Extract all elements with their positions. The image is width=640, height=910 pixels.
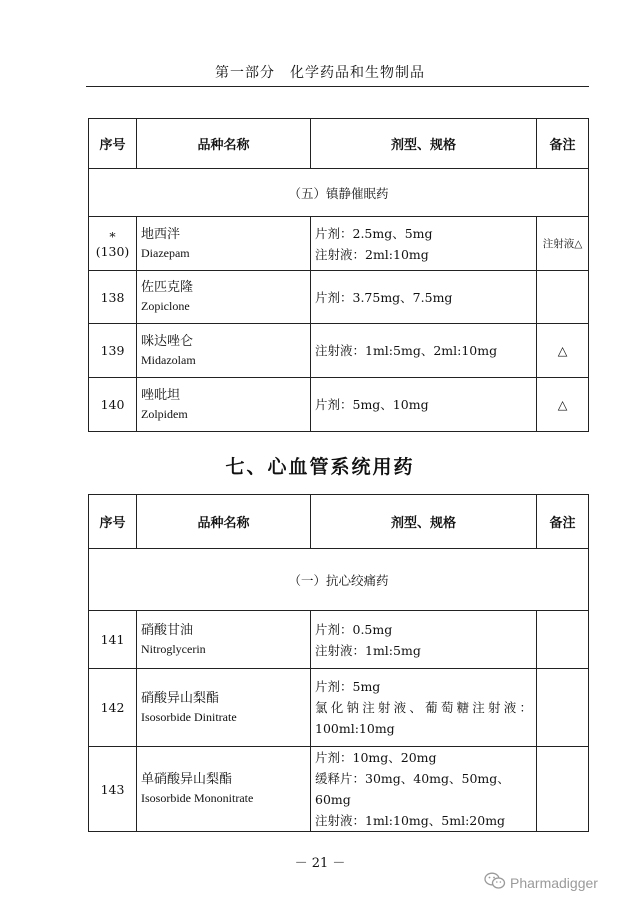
- section-row: [89, 549, 589, 611]
- spec-line: 注射液：1ml:5mg: [315, 642, 421, 658]
- row-number: *(130): [89, 217, 137, 271]
- drug-spec: [311, 217, 537, 271]
- table-header-row: [89, 119, 589, 169]
- drug-name-en: Nitroglycerin: [141, 641, 206, 656]
- spec-line: 片剂：10mg、20mg: [315, 750, 437, 765]
- spec-line: 注射液：2ml:10mg: [315, 246, 429, 262]
- drug-name-cn: 咪达唑仑: [141, 333, 194, 349]
- spec-line: 注射液：1ml:10mg、5ml:20mg: [315, 813, 506, 828]
- col-header-number: 序号: [89, 119, 137, 169]
- spec-line: 片剂：5mg、10mg: [315, 397, 429, 412]
- drug-name: [137, 217, 311, 271]
- table-row: [89, 324, 589, 378]
- drug-name-en: Diazepam: [141, 245, 190, 260]
- drug-name: [137, 271, 311, 324]
- section-title: （五）镇静催眠药: [89, 169, 589, 217]
- table-row: [89, 378, 589, 432]
- drug-name-en: Midazolam: [141, 352, 196, 367]
- drug-name-en: Isosorbide Dinitrate: [141, 709, 237, 724]
- drug-note: △: [537, 378, 589, 432]
- table-header-row: [89, 495, 589, 549]
- drug-name: [137, 747, 311, 832]
- spec-line: 片剂：2.5mg、5mg: [315, 225, 433, 241]
- drug-name-cn: 地西泮: [141, 226, 181, 242]
- spec-line: 片剂：5mg: [315, 679, 381, 694]
- spec-line: 氯化钠注射液、葡萄糖注射液：: [315, 700, 532, 715]
- drug-note: [537, 747, 589, 832]
- drug-name-cn: 佐匹克隆: [141, 280, 194, 295]
- spec-line: 注射液：1ml:5mg、2ml:10mg: [315, 343, 498, 358]
- watermark: [484, 872, 598, 893]
- drug-name-cn: 唑吡坦: [141, 387, 181, 403]
- row-number: 143: [89, 747, 137, 832]
- section-title: （一）抗心绞痛药: [89, 549, 589, 611]
- col-header-number: 序号: [89, 495, 137, 549]
- table-row: [89, 611, 589, 669]
- drug-name-cn: 硝酸甘油: [141, 622, 194, 638]
- wechat-icon: [484, 872, 506, 893]
- col-header-spec: 剂型、规格: [311, 495, 537, 549]
- drug-name-en: Zolpidem: [141, 406, 188, 421]
- drug-name: [137, 378, 311, 432]
- drug-name: [137, 611, 311, 669]
- chapter-title: 七、心血管系统用药: [225, 456, 415, 478]
- col-header-name: 品种名称: [137, 119, 311, 169]
- drug-spec: [311, 669, 537, 747]
- drug-name-cn: 单硝酸异山梨酯: [141, 772, 233, 787]
- col-header-note: 备注: [537, 119, 589, 169]
- spec-line: 100ml:10mg: [315, 721, 395, 736]
- spec-line: 片剂：0.5mg: [315, 621, 393, 637]
- row-number: 139: [89, 324, 137, 378]
- drug-note: △: [537, 324, 589, 378]
- drug-name-cn: 硝酸异山梨酯: [141, 690, 220, 706]
- section-row: [89, 169, 589, 217]
- page-header: 第一部分 化学药品和生物制品: [215, 65, 425, 81]
- table-row: [89, 217, 589, 271]
- row-number: 142: [89, 669, 137, 747]
- drug-table-cardiovascular: [88, 494, 589, 832]
- drug-note: [537, 669, 589, 747]
- spec-line: 片剂：3.75mg、7.5mg: [315, 289, 453, 305]
- row-number: 141: [89, 611, 137, 669]
- drug-name-en: Isosorbide Mononitrate: [141, 791, 254, 805]
- spec-line: 缓释片：30mg、40mg、50mg、60mg: [315, 771, 510, 807]
- drug-spec: [311, 271, 537, 324]
- row-number: 138: [89, 271, 137, 324]
- table-row: [89, 271, 589, 324]
- table-row: [89, 747, 589, 832]
- drug-spec: [311, 378, 537, 432]
- drug-note: [537, 271, 589, 324]
- drug-name-en: Zopiclone: [141, 299, 190, 313]
- header-rule: [86, 86, 589, 87]
- col-header-name: 品种名称: [137, 495, 311, 549]
- watermark-text: Pharmadigger: [510, 874, 598, 891]
- drug-note: 注射液△: [537, 217, 589, 271]
- col-header-spec: 剂型、规格: [311, 119, 537, 169]
- drug-spec: [311, 324, 537, 378]
- table-row: [89, 669, 589, 747]
- drug-spec: [311, 611, 537, 669]
- drug-spec: [311, 747, 537, 832]
- row-number: 140: [89, 378, 137, 432]
- drug-table-sedatives: [88, 118, 589, 432]
- drug-name: [137, 669, 311, 747]
- drug-name: [137, 324, 311, 378]
- col-header-note: 备注: [537, 495, 589, 549]
- drug-note: [537, 611, 589, 669]
- page-number: － 21 －: [294, 856, 346, 871]
